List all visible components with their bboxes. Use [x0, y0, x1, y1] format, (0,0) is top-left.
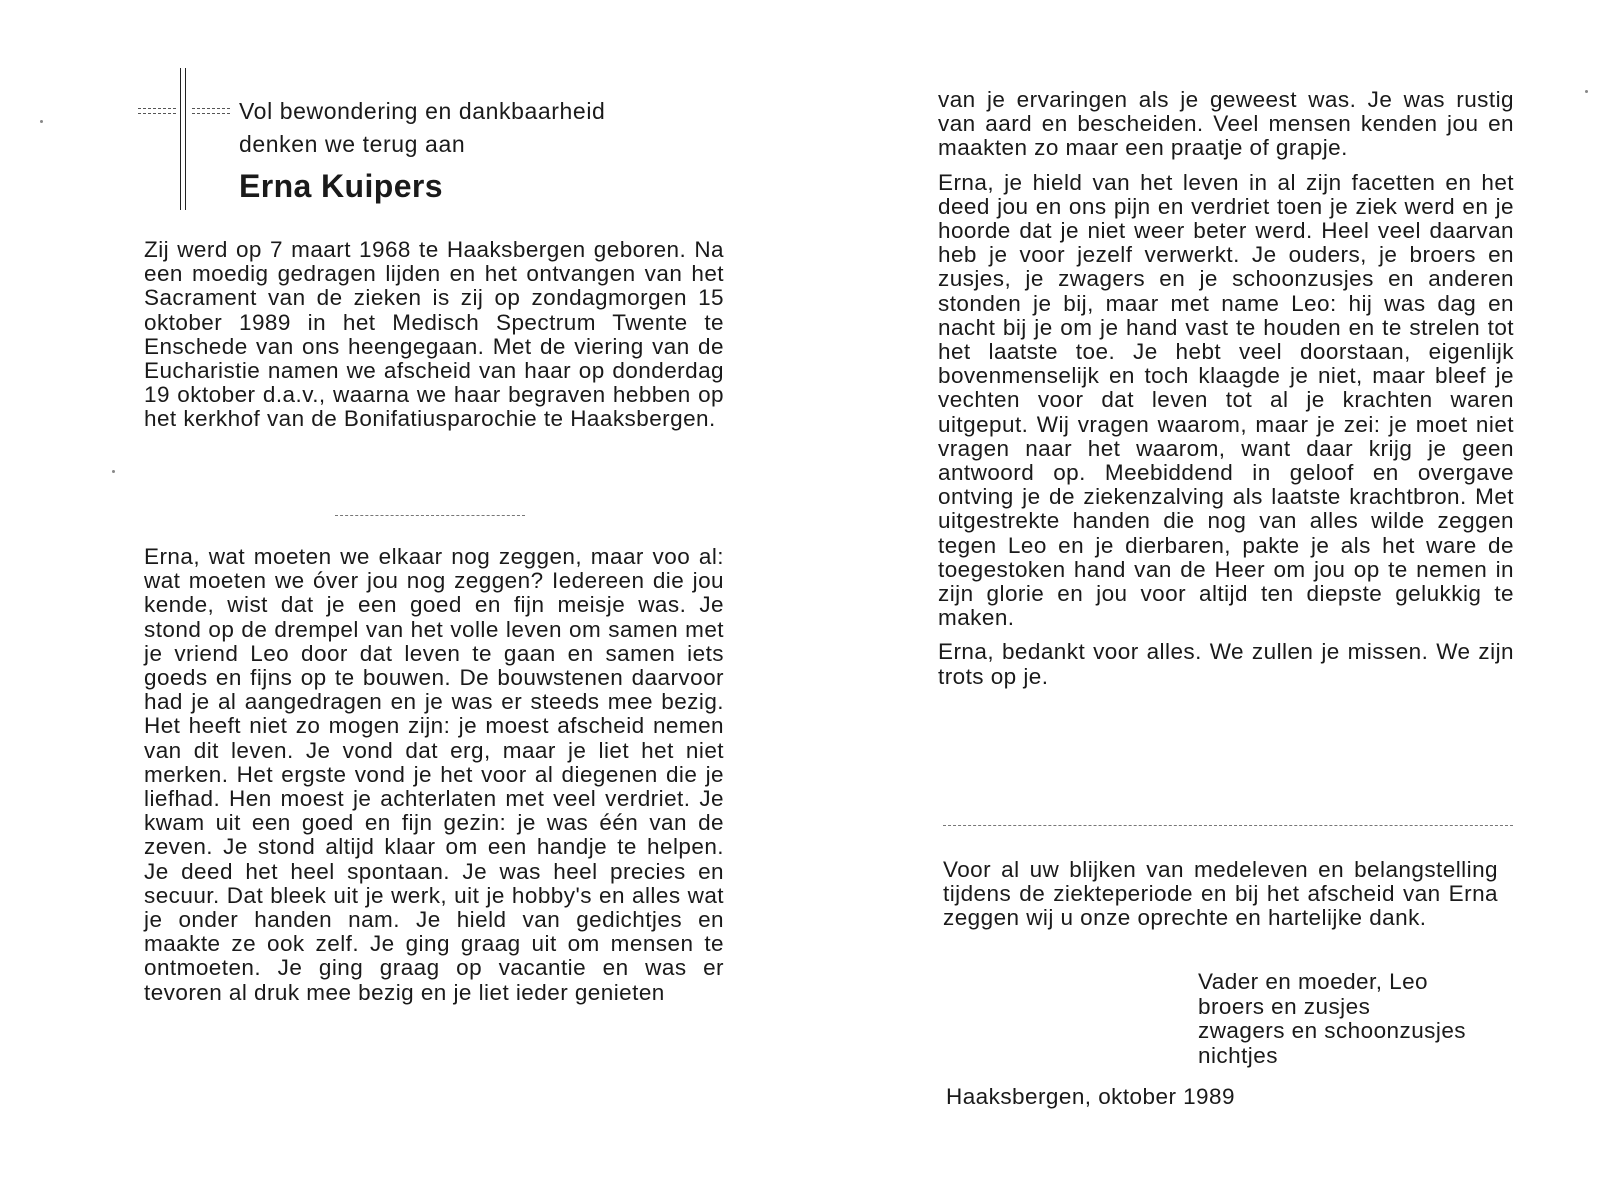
- paper-speck: [40, 120, 43, 123]
- signatory-line: zwagers en schoonzusjes: [1198, 1018, 1466, 1043]
- thanks-text: Voor al uw blijken van medeleven en belangstelling tijdens de ziekteperiode en bij het afscheid van Erna zeggen wij u onze oprechte en hartelijke dank.: [943, 857, 1498, 931]
- remembrance-paragraph-1: Erna, wat moeten we elkaar nog zeggen, maar voo al: wat moeten we óver jou nog zeggen? Iedereen die jou kende, wist dat je een goed en fijn meisje was. Je stond op de drempel van het volle leven om samen met je vriend Leo door dat leven te gaan en samen iets goeds en fijns op te bouwen. De bouwstenen daarvoor had je al aangedragen en je was er steeds mee bezig. Het heeft niet zo mogen zijn: je moest afscheid nemen van dit leven. Je vond dat erg, maar je liet het niet merken. Het ergste vond je het voor al diegenen die je liefhad. Hen moest je achterlaten met veel verdriet. Je kwam uit een goed en fijn gezin: je was één van de zeven. Je stond altijd klaar om een handje te helpen. Je deed het heel spontaan. Je was heel precies en secuur. Dat bleek uit je werk, uit je hobby's en alles wat je onder handen nam. Je hield van gedichtjes en maakte ze ook zelf. Je ging graag uit om mensen te ontmoeten. Je ging graag op vacantie en was er tevoren al druk mee bezig en je liet ieder genieten: [144, 544, 724, 1005]
- cross-icon: [180, 68, 186, 210]
- divider-left: [335, 515, 525, 516]
- signatory-line: broers en zusjes: [1198, 993, 1371, 1019]
- signatory-line: nichtjes: [1198, 1042, 1278, 1068]
- paper-speck: [1585, 90, 1588, 93]
- thanks-paragraph: [943, 858, 1498, 931]
- divider-right: [943, 825, 1513, 826]
- remembrance-paragraph-3: Erna, je hield van het leven in al zijn facetten en het deed jou en ons pijn en verdriet toen je ziek werd en je hoorde dat je niet weer beter werd. Heel veel daarvan heb je voor jezelf verwerkt. Je ouders, je broers en zusjes, je zwagers en je schoonzusjes en anderen stonden je bij, maar met name Leo: hij was dag en nacht bij je om je hand vast te houden en te strelen tot het laatste toe. Je hebt veel doorstaan, eigenlijk bovenmenselijk en toch klaagde je niet, maar bleef je vechten voor dat leven tot al je krachten waren uitgeput. Wij vragen waarom, maar je zei: je moet niet vragen naar het waarom, want daar krijg je geen antwoord op. Meebiddend in geloof en overgave ontving je de ziekenzalving als laatste krachtbron. Met uitgestrekte handen die nog van alles wilde zeggen tegen Leo en je dierbaren, pakte je als het ware de toegestoken hand van de Heer om jou op te nemen in zijn glorie en jou voor altijd ten diepste gelukkig te maken.: [938, 169, 1514, 631]
- intro-line-1: Vol bewondering en dankbaarheid: [239, 98, 606, 124]
- signatory-line: Vader en moeder, Leo: [1198, 969, 1428, 994]
- cross-arm-right: [192, 108, 230, 114]
- intro-line-2: denken we terug aan: [239, 131, 466, 157]
- remembrance-text-right: [938, 88, 1514, 689]
- biography-paragraph: [144, 238, 724, 432]
- remembrance-text-left: [144, 545, 724, 1005]
- biography-text: Zij werd op 7 maart 1968 te Haaksbergen geboren. Na een moedig gedragen lijden en het ontvangen van het Sacrament van de zieken is zij op zondagmorgen 15 oktober 1989 in het Medisch Spectrum Twente te Enschede van ons heengegaan. Met de viering van de Eucharistie namen we afscheid van haar op donderdag 19 oktober d.a.v., waarna we haar begraven hebben op het kerkhof van de Bonifatiusparochie te Haaksbergen.: [144, 237, 724, 432]
- intro-text: [239, 95, 699, 161]
- deceased-name: Erna Kuipers: [239, 168, 443, 204]
- paper-speck: [112, 470, 115, 473]
- signatories: [1198, 970, 1466, 1068]
- place-date: Haaksbergen, oktober 1989: [946, 1084, 1235, 1109]
- remembrance-paragraph-4: Erna, bedankt voor alles. We zullen je missen. We zijn trots op je.: [938, 639, 1514, 689]
- remembrance-paragraph-2: van je ervaringen als je geweest was. Je was rustig van aard en bescheiden. Veel mensen kenden jou en maakten zo maar een praatje of grapje.: [938, 87, 1514, 161]
- cross-arm-left: [138, 108, 176, 114]
